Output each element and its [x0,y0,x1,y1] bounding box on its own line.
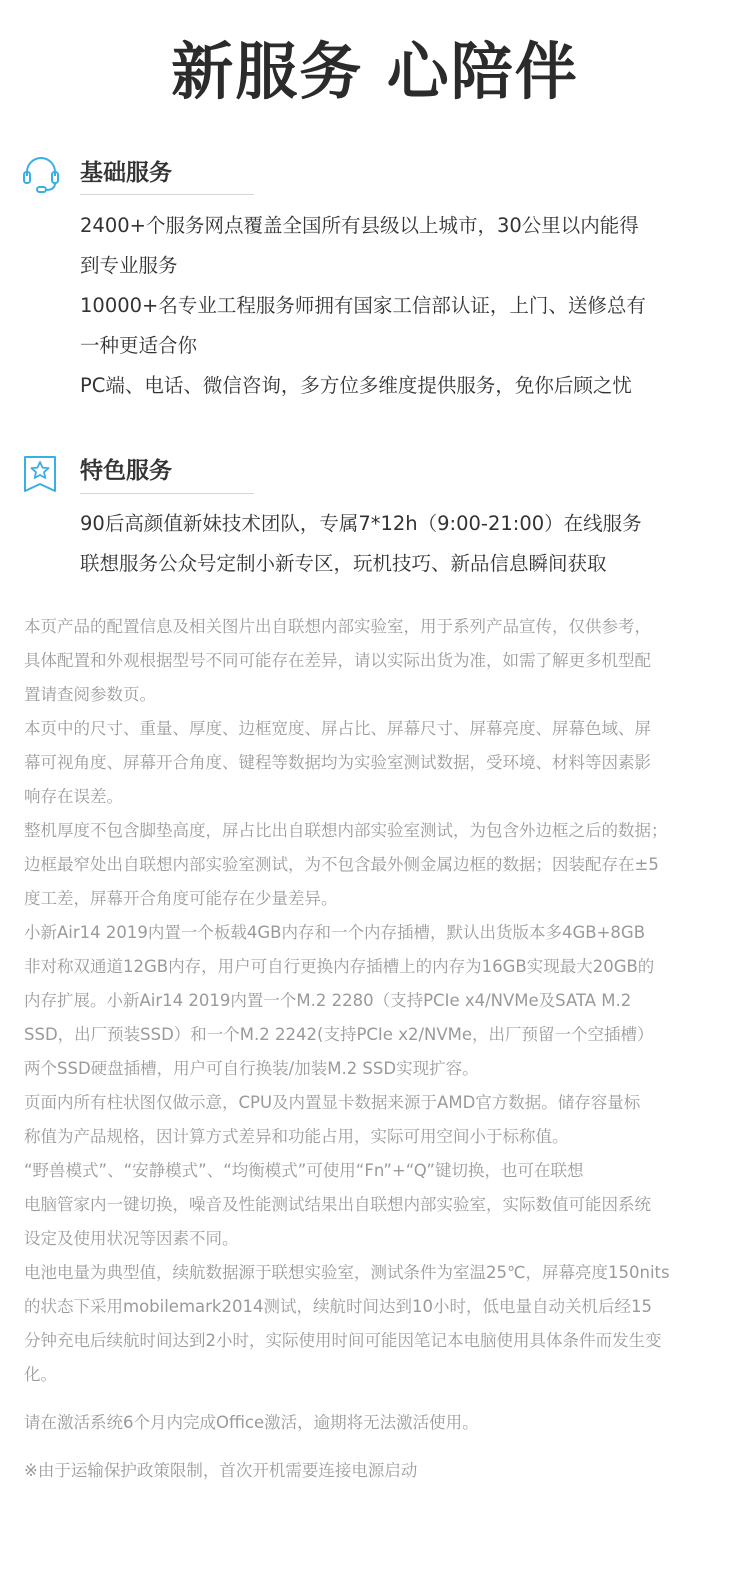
service-line: 联想服务公众号定制小新专区，玩机技巧、新品信息瞬间获取 [80,552,607,575]
note-line: 的状态下采用mobilemark2014测试，续航时间达到10小时，低电量自动关机后经15 [24,1297,652,1316]
note-line: 电脑管家内一键切换，噪音及性能测试结果出自联想内部实验室，实际数值可能因系统 [24,1195,651,1214]
note-line: 内存扩展。小新Air14 2019内置一个M.2 2280（支持PCIe x4/NVMe及SATA M.2 [24,991,632,1010]
service-line: 一种更适合你 [80,334,198,357]
note-line: 页面内所有柱状图仅做示意，CPU及内置显卡数据来源于AMD官方数据。储存容量标 [24,1093,641,1112]
section-title: 特色服务 [80,458,172,484]
note-line: 称值为产品规格，因计算方式差异和功能占用，实际可用空间小于标称值。 [24,1127,569,1146]
note-line: 非对称双通道12GB内存，用户可自行更换内存插槽上的内存为16GB实现最大20GB的 [24,957,655,976]
office-activation-note: 请在激活系统6个月内完成Office激活，逾期将无法激活使用。 [24,1413,479,1432]
note-line: 分钟充电后续航时间达到2小时，实际使用时间可能因笔记本电脑使用具体条件而发生变 [24,1331,662,1350]
note-line: 小新Air14 2019内置一个板载4GB内存和一个内存插槽，默认出货版本多4GB+8GB [24,923,646,942]
note-line: 边框最窄处出自联想内部实验室测试，为不包含最外侧金属边框的数据；因装配存在±5 [24,855,659,874]
note-line: “野兽模式”、“安静模式”、“均衡模式”可使用“Fn”+“Q”键切换，也可在联想 [24,1161,584,1180]
note-line: 电池电量为典型值，续航数据源于联想实验室，测试条件为室温25℃，屏幕亮度150nits [24,1263,670,1282]
note-line: 具体配置和外观根据型号不同可能存在差异，请以实际出货为准，如需了解更多机型配 [24,651,651,670]
section-title: 基础服务 [80,160,172,186]
note-line: SSD，出厂预装SSD）和一个M.2 2242(支持PCIe x2/NVMe，出厂预留一个空插槽） [24,1025,654,1044]
note-line: 置请查阅参数页。 [24,685,156,704]
note-line: 设定及使用状况等因素不同。 [24,1229,239,1248]
note-line: 幕可视角度、屏幕开合角度、键程等数据均为实验室测试数据，受环境、材料等因素影 [24,753,651,772]
service-line: PC端、电话、微信咨询，多方位多维度提供服务，免你后顾之忧 [80,374,632,397]
note-line: 本页产品的配置信息及相关图片出自联想内部实验室，用于系列产品宣传，仅供参考， [24,617,651,636]
star-badge-icon [22,454,60,494]
section-divider [80,194,254,195]
note-line: 本页中的尺寸、重量、厚度、边框宽度、屏占比、屏幕尺寸、屏幕亮度、屏幕色域、屏 [24,719,651,738]
disclaimer-notes [24,610,730,1488]
note-line: 度工差，屏幕开合角度可能存在少量差异。 [24,889,338,908]
section-divider [80,493,254,494]
note-line: 两个SSD硬盘插槽，用户可自行换装/加装M.2 SSD实现扩容。 [24,1059,479,1078]
note-line: 响存在误差。 [24,787,123,806]
service-line: 到专业服务 [80,254,178,277]
note-line: 整机厚度不包含脚垫高度，屏占比出自联想内部实验室测试，为包含外边框之后的数据； [24,821,668,840]
headset-icon [22,154,60,194]
service-line: 90后高颜值新妹技术团队，专属7*12h（9:00-21:00）在线服务 [80,512,642,535]
note-line: 化。 [24,1365,57,1384]
power-startup-note: ※由于运输保护政策限制，首次开机需要连接电源启动 [24,1461,418,1480]
page-title: 新服务 心陪伴 [171,35,579,108]
service-line: 10000+名专业工程服务师拥有国家工信部认证，上门、送修总有 [80,294,646,317]
service-line: 2400+个服务网点覆盖全国所有县级以上城市，30公里以内能得 [80,214,639,237]
